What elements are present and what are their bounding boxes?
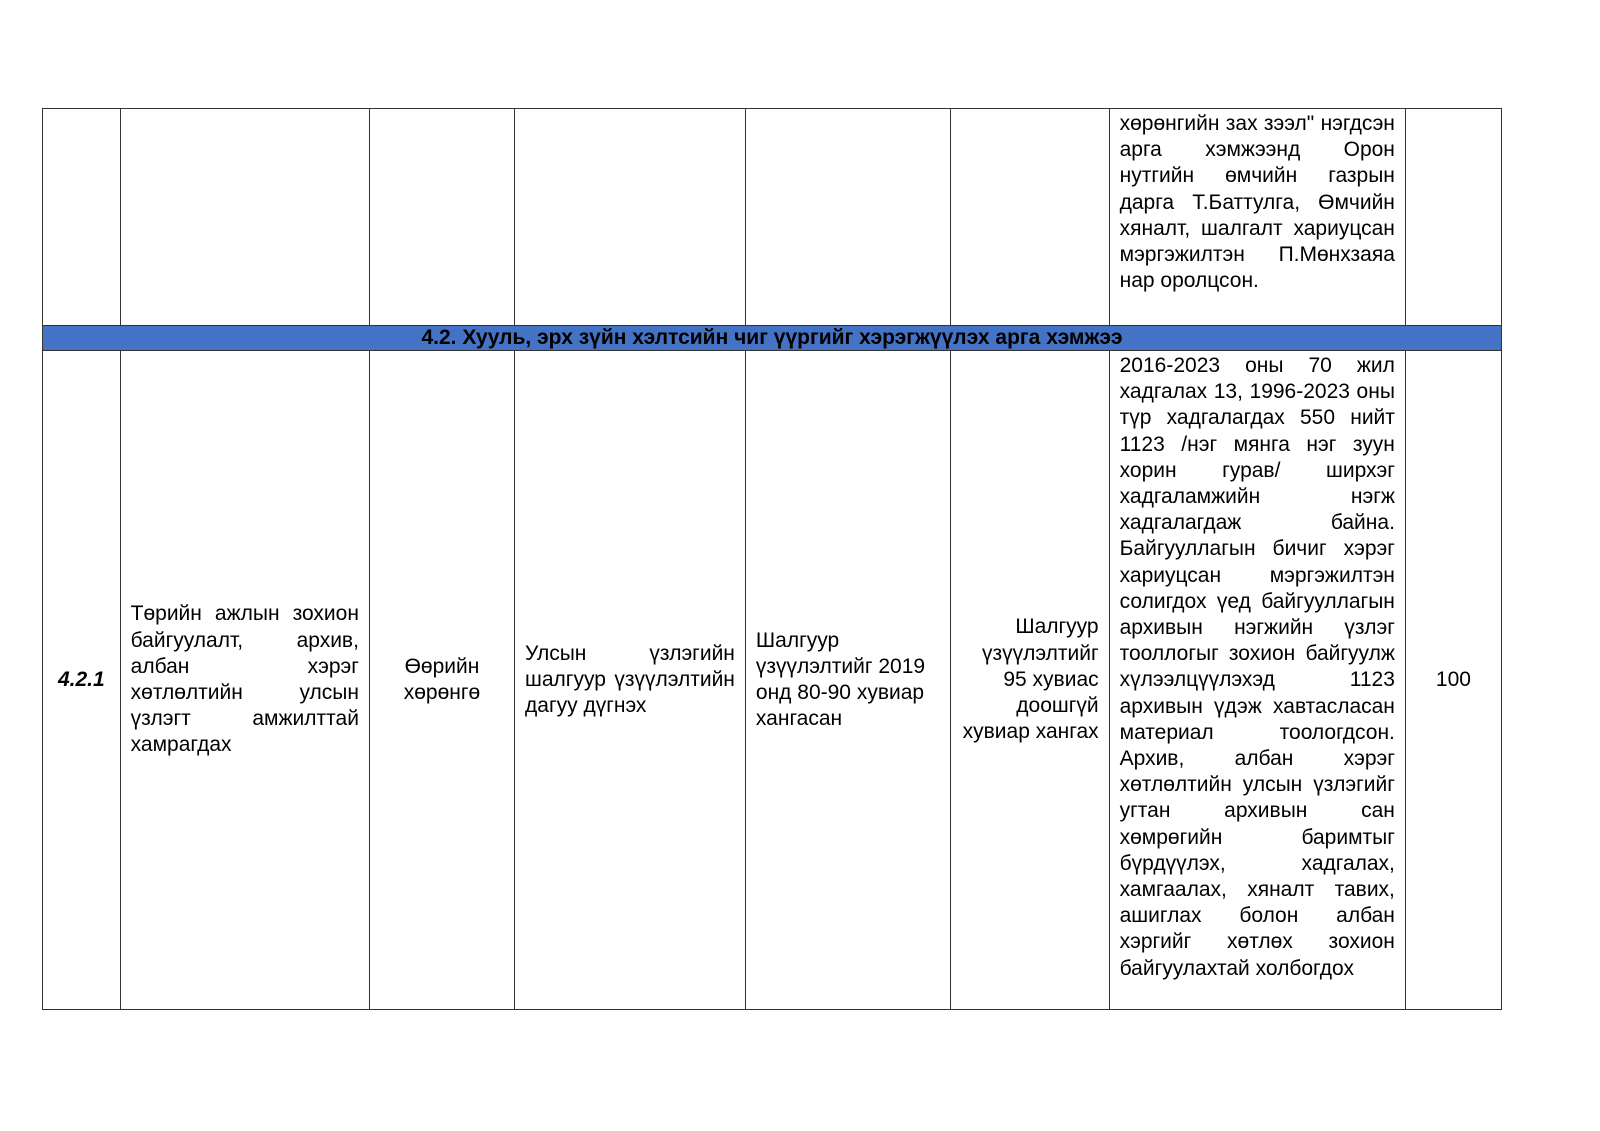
cell-target <box>951 109 1109 326</box>
cell-performance: хөрөнгийн зах зээл" нэгдсэн арга хэмжээнд Орон нутгийн өмчийн газрын дарга Т.Баттулга, Өмчийн хяналт, шалгалт хариуцсан мэргэжилтэн П.Мөнхзаяа нар оролцсон. <box>1109 109 1405 326</box>
cell-funding: Өөрийн хөрөнгө <box>369 351 514 1010</box>
cell-baseline <box>745 109 950 326</box>
cell-number <box>43 109 121 326</box>
section-header-row <box>43 326 1502 351</box>
cell-baseline: Шалгуур үзүүлэлтийг 2019 онд 80-90 хувиар хангасан <box>745 351 950 1010</box>
action-plan-table <box>42 108 1502 1010</box>
cell-criteria: Улсын үзлэгийн шалгуур үзүүлэлтийн дагуу дүгнэх <box>515 351 746 1010</box>
continuation-row <box>43 109 1502 326</box>
cell-criteria <box>515 109 746 326</box>
cell-number: 4.2.1 <box>43 351 121 1010</box>
cell-score: 100 <box>1405 351 1501 1010</box>
cell-task: Төрийн ажлын зохион байгуулалт, архив, албан хэрэг хөтлөлтийн улсын үзлэгт амжилттай хамрагдах <box>120 351 369 1010</box>
cell-score <box>1405 109 1501 326</box>
section-title: 4.2. Хууль, эрх зүйн хэлтсийн чиг үүргийг хэрэгжүүлэх арга хэмжээ <box>43 326 1502 351</box>
cell-target: Шалгуур үзүүлэлтийг 95 хувиас доошгүй хувиар хангах <box>951 351 1109 1010</box>
cell-funding <box>369 109 514 326</box>
cell-task <box>120 109 369 326</box>
cell-performance: 2016-2023 оны 70 жил хадгалах 13, 1996-2023 оны түр хадгалагдах 550 нийт 1123 /нэг мянга нэг зуун хорин гурав/ ширхэг хадгаламжийн нэгж хадгалагдаж байна. Байгууллагын бичиг хэрэг хариуцсан мэргэжилтэн солигдох үед байгууллагын архивын нэгжийн үзлэг тооллогыг зохион байгуулж хүлээлцүүлэхэд 1123 архивын үдэж хавтасласан материал тоологдсон. Архив, албан хэрэг хөтлөлтийн улсын үзлэгийг угтан архивын сан хөмрөгийн баримтыг бүрдүүлэх, хадгалах, хамгаалах, хяналт тавих, ашиглах болон албан хэргийг хөтлөх зохион байгуулахтай холбогдох <box>1109 351 1405 1010</box>
table-row-4-2-1 <box>43 351 1502 1010</box>
